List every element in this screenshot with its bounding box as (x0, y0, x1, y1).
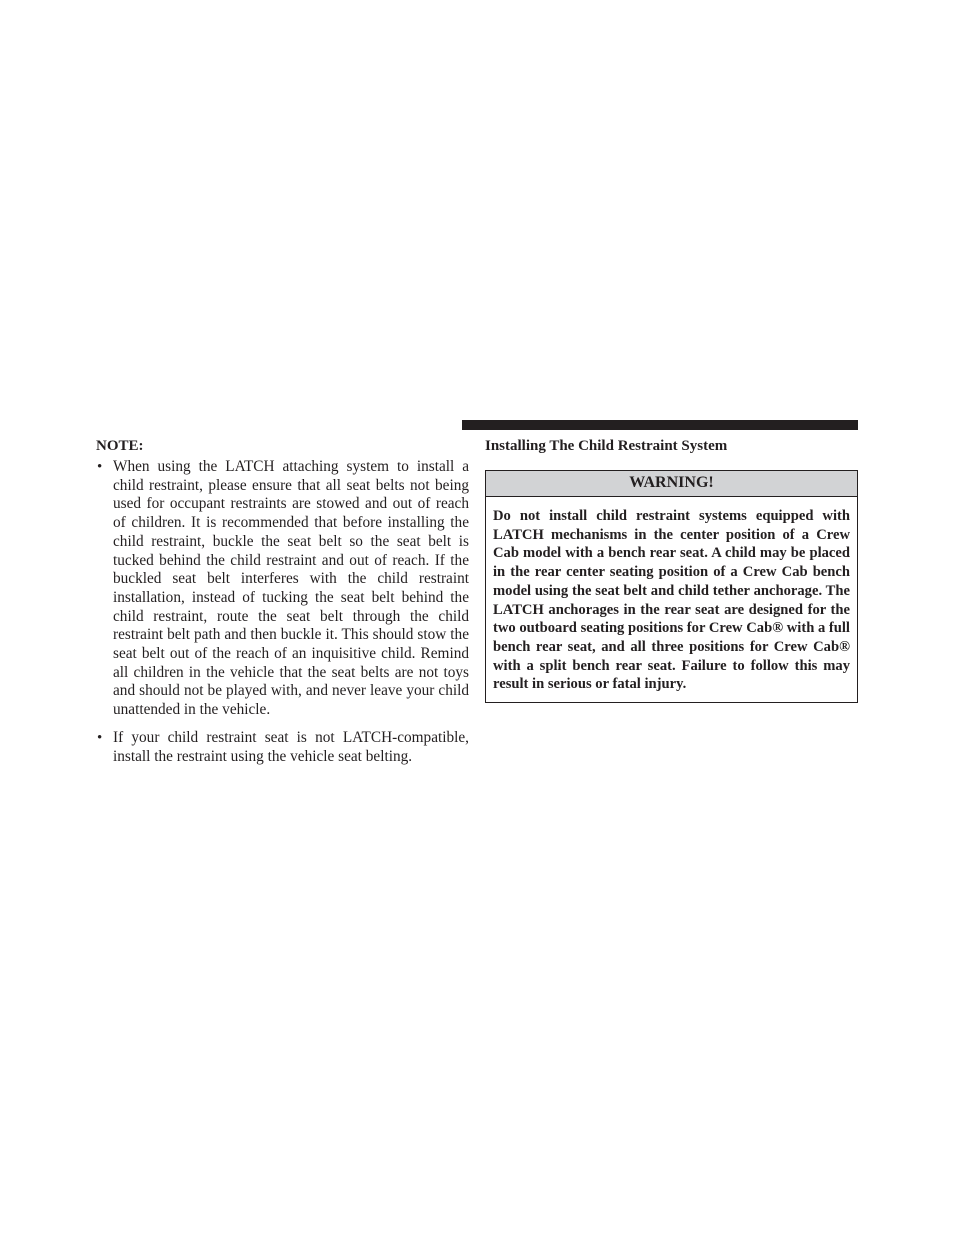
note-label: NOTE: (96, 438, 144, 454)
warning-title: WARNING! (486, 471, 857, 497)
bullet-icon: • (97, 459, 103, 475)
warning-text: Do not install child restraint systems equipped with LATCH mechanisms in the center position of a Crew Cab model with a bench rear seat. A child may be placed in the rear center seating position of a Crew Cab bench model using the seat belt and child tether anchorage. The LATCH anchorages in the rear seat are designed for the two outboard seating positions for Crew Cab® with a full bench rear seat, and all three positions for Crew Cab® with a split bench rear seat. Failure to follow this may result in serious or fatal injury. (493, 508, 850, 693)
section-divider-bar (462, 420, 858, 430)
note-column (96, 437, 469, 775)
note-bullet-item (96, 729, 469, 766)
bullet-icon: • (97, 729, 103, 746)
installation-column (485, 437, 858, 703)
note-bullet-text: If your child restraint seat is not LATCH-compatible, install the restraint using the vehicle seat belting. (113, 728, 469, 765)
warning-box (485, 470, 858, 703)
note-bullet-text: When using the LATCH attaching system to install a child restraint, please ensure that all seat belts not being used for occupant restraints are stowed and out of reach of children. It is recommended that before installing the child restraint, buckle the seat belt so the seat belt is tucked behind the child restraint and out of reach. If the buckled seat belt interferes with the child restraint installation, instead of tucking the seat belt behind the child restraint, route the seat belt through the child restraint belt path and then buckle it. This should stow the seat belt out of the reach of an inquisitive child. Remind all children in the vehicle that the seat belts are not toys and should not be played with, and never leave your child unattended in the vehicle. (113, 458, 469, 719)
note-bullet-item (96, 458, 469, 720)
note-bullet-list (96, 458, 469, 766)
section-heading: Installing The Child Restraint System (485, 438, 728, 454)
